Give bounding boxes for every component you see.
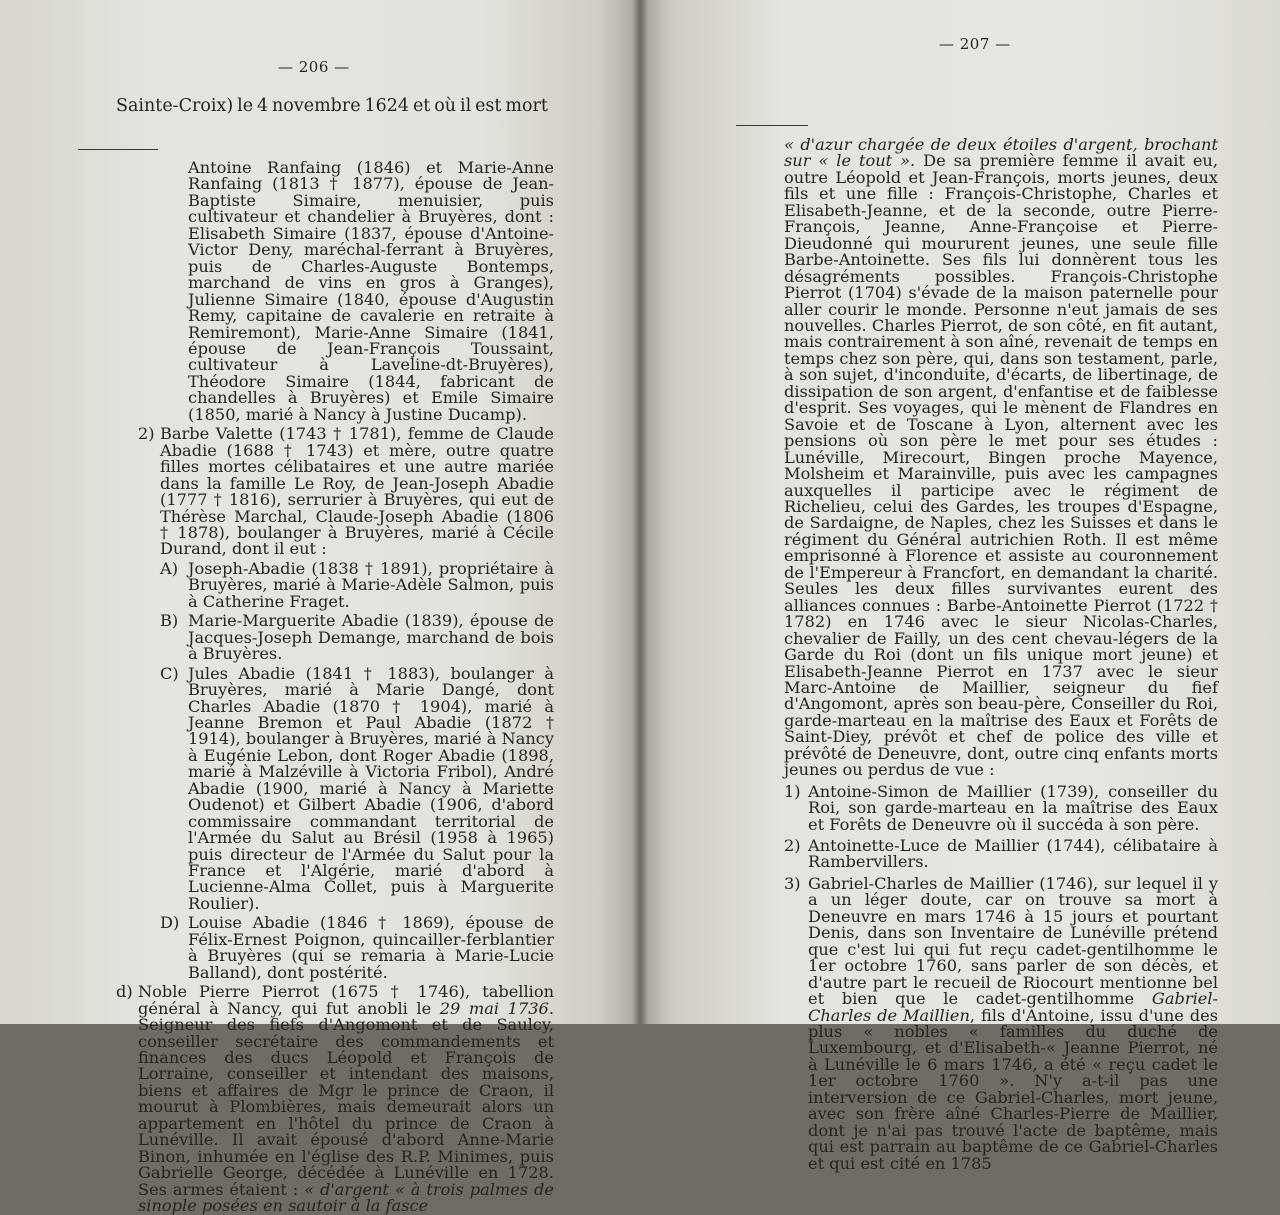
text-run: Noble Pierre Pierrot (1675 † 1746), tabellion général à Nancy, qui fut anobli le <box>138 982 554 1018</box>
continuation-line <box>116 96 548 116</box>
footnote-rule <box>736 125 808 126</box>
list-item <box>784 781 1218 834</box>
list-item <box>86 984 554 1214</box>
item-text: Jules Abadie (1841 † 1883), boulanger à Bruyères, marié à Marie Dangé, dont Charles Abadie (1870 † 1904), marié à Jeanne Bremon et Paul Abadie (1872 † 1914), boulanger à Bruyères, marié à Nancy à Eugénie Lebon, dont Roger Abadie (1898, marié à Malzéville à Victoria Fribol), André Abadie (1900, marié à Nancy à Mariette Oudenot) et Gilbert Abadie (1906, d'abord commissaire commandant territorial de l'Armée du Salut au Brésil (1958 à 1965) puis directeur de l'Armée du Salut pour la France et l'Algérie, marié d'abord à Lucienne-Alma Collet, puis à Marguerite Roulier). <box>188 663 554 913</box>
lead-word: Sainte-Croix) <box>116 96 234 116</box>
lead-word: novembre <box>272 96 361 116</box>
paragraph-ranfaing: Antoine Ranfaing (1846) et Marie-Anne Ranfaing (1813 † 1877), épouse de Jean-Baptiste Simaire, menuisier, puis cultivateur et chandelier à Bruyères, dont : Elisabeth Simaire (1837, épouse d'Antoine-Victor Deny, maréchal-ferrant à Bruyères, puis de Charles-Auguste Bontemps, marchand de vins en gros à Granges), Julienne Simaire (1840, épouse d'Augustin Remy, capitaine de cavalerie en retraite à Remiremont), Marie-Anne Simaire (1841, épouse de Jean-François Toussaint, cultivateur à Laveline-dt-Bruyères), Théodore Simaire (1844, fabricant de chandelles à Bruyères) et Emile Simaire (1850, marié à Nancy à Justine Ducamp). <box>188 158 554 424</box>
item-text <box>808 873 1218 1173</box>
item-label: D) <box>160 913 180 933</box>
list-item <box>784 838 1218 871</box>
lead-word: le <box>237 96 254 116</box>
right-body-text <box>784 137 1218 1172</box>
right-page <box>640 0 1280 1173</box>
list-item <box>86 558 554 611</box>
lead-word: il <box>459 96 472 116</box>
item-text <box>138 984 554 1214</box>
item-text: Marie-Marguerite Abadie (1839), épouse de Jacques-Joseph Demange, marchand de bois à Bruyères. <box>188 611 554 664</box>
page-number-right: — 207 — <box>939 35 1011 53</box>
text-run: Gabriel-Charles de Maillier (1746), sur lequel il y a un léger doute, car on trouve sa mort à Deneuvre en mars 1746 à 15 jours et pourtant Denis, dans son Inventaire de Lunéville prétend que c'est lui qui fut reçu cadet-gentilhomme le 1er octobre 1760, sans parler de son décès, et d'autre part le recueil de Riocourt mentionne bel et bien que le cadet-gentilhomme <box>808 873 1218 1009</box>
item-label: 1) <box>784 781 801 801</box>
lead-word: et <box>412 96 431 116</box>
italic-arms: « d'argent « à trois palmes de sinople posées en sautoir à la fasce <box>138 1179 555 1215</box>
italic-name: Gabriel-Charles de Maillien <box>808 989 1218 1025</box>
text-run: . Seigneur des fiefs d'Angomont et de Saulcy, conseiller secrétaire des commandements et finances des ducs Léopold et François de Lorraine, conseiller et intendant des maisons, biens et affaires de Mgr le prince de Craon, il mourut à Plombières, mais demeurait alors un appartement en l'hôtel du prince de Craon à Lunéville. Il avait épousé d'abord Anne-Marie Binon, inhumée en l'église des R.P. Minimes, puis Gabrielle George, décédée à Lunéville en 1728. Ses armes étaient : <box>138 998 555 1199</box>
text-run: , fils d'Antoine, issu d'une des plus « nobles « familles du duché de Luxembourg, et d'Elisabeth-« Jeanne Pierrot, né à Lunéville le 6 mars 1746, a été « reçu cadet le 1er octobre 1760 ». N'y a-t-il pas une interversion de ce Gabriel-Charles, mort jeune, avec son frère aîné Charles-Pierre de Maillier, dont je n'ai pas trouvé l'acte de baptême, mais qui est parrain au baptême de ce Gabriel-Charles et qui est cité en 1785 <box>808 1005 1218 1173</box>
text-run: De sa première femme il avait eu, outre Léopold et Jean-François, morts jeunes, deux fils et une fille : François-Christophe, Charles et Elisabeth-Jeanne, et de la seconde, outre Pierre-François, Jeanne, Anne-Françoise et Pierre-Dieudonné qui moururent jeunes, une seule fille Barbe-Antoinette. Ses fils lui donnèrent tous les désagréments possibles. François-Christophe Pierrot (1704) s'évade de la maison paternelle pour aller courir le monde. Personne n'eut jamais de ses nouvelles. Charles Pierrot, de son côté, en fit autant, mais contrairement à son aîné, revenait de temps en temps chez son père, qui, dans son testament, parle, à son sujet, d'inconduite, d'écarts, de libertinage, de dissipation de son argent, d'enfantise et de faiblesse d'esprit. Ses voyages, qui le mènent de Flandres en Savoie et de Toscane à Lyon, alternent avec les pensions où son père le met pour ses études : Lunéville, Mirecourt, Bingen proche Mayence, Molsheim et Marainville, puis avec les campagnes auxquelles il participe avec le régiment de Richelieu, celui des Gardes, les troupes d'Espagne, de Sardaigne, de Naples, chez les Suisses et dans le régiment du Général autrichien Roth. Il est même emprisonné à Florence et assiste au couronnement de l'Empereur à Francfort, en demandant la charité. Seules les deux filles survivantes eurent des alliances connues : Barbe-Antoinette Pierrot (1722 † 1782) en 1746 avec le sieur Nicolas-Charles, chevalier de Failly, un des cent chevau-légers de la Garde du Roi (dont un fils unique mort jeune) et Elisabeth-Jeanne Pierrot en 1737 avec le sieur Marc-Antoine de Maillier, seigneur du fief d'Angomont, après son beau-père, Conseiller du Roi, garde-marteau en la maîtrise des Eaux et Forêts de Saint-Diey, prévôt et chef de police des ville et prévôté de Deneuvre, dont, outre cinq enfants morts jeunes ou perdus de vue : <box>784 151 1219 780</box>
item-label: B) <box>160 611 179 631</box>
lead-word: où <box>434 96 457 116</box>
item-label: A) <box>160 558 179 578</box>
lead-word: 1624 <box>364 96 410 116</box>
item-text: Louise Abadie (1846 † 1869), épouse de Félix-Ernest Poignon, quincailler-ferblantier à Bruyères (qui se remaria à Marie-Lucie Balland), dont postérité. <box>188 913 554 982</box>
item-text: Antoinette-Luce de Maillier (1744), célibataire à Rambervillers. <box>808 836 1218 872</box>
item-label: 3) <box>784 873 801 893</box>
lead-word: 4 <box>256 96 269 116</box>
item-label: C) <box>160 663 179 683</box>
italic-arms: « d'azur chargée de deux étoiles d'argent, brochant sur « le tout ». <box>784 135 1218 171</box>
list-item <box>86 613 554 662</box>
item-label: d) <box>116 982 133 1002</box>
list-item <box>86 663 554 913</box>
item-label: 2) <box>138 424 155 444</box>
list-item <box>86 915 554 981</box>
lead-word: mort <box>505 96 548 116</box>
item-text: Barbe Valette (1743 † 1781), femme de Claude Abadie (1688 † 1743) et mère, outre quatre filles mortes célibataires et une autre mariée dans la famille Le Roy, de Jean-Joseph Abadie (1777 † 1816), serrurier à Bruyères, qui eut de Thérèse Marchal, Claude-Joseph Abadie (1806 † 1878), boulanger à Bruyères, marié à Cécile Durand, dont il eut : <box>160 424 554 559</box>
italic-date: 29 mai 1736 <box>439 998 549 1018</box>
item-label: 2) <box>784 836 801 856</box>
book-gutter <box>632 0 648 1024</box>
footnote-rule <box>78 149 158 150</box>
list-item <box>784 873 1218 1173</box>
paragraph-pierrot <box>784 137 1218 779</box>
item-text: Antoine-Simon de Maillier (1739), conseiller du Roi, son garde-marteau en la maîtrise des Eaux et Forêts de Deneuvre où il succéda à son père. <box>808 781 1218 834</box>
list-item <box>86 426 554 558</box>
page-number-left: — 206 — <box>278 58 350 76</box>
left-body-text <box>86 160 554 1215</box>
lead-word: est <box>475 96 502 116</box>
item-text: Joseph-Abadie (1838 † 1891), propriétaire à Bruyères, marié à Marie-Adèle Salmon, puis à Catherine Fraget. <box>188 558 554 611</box>
